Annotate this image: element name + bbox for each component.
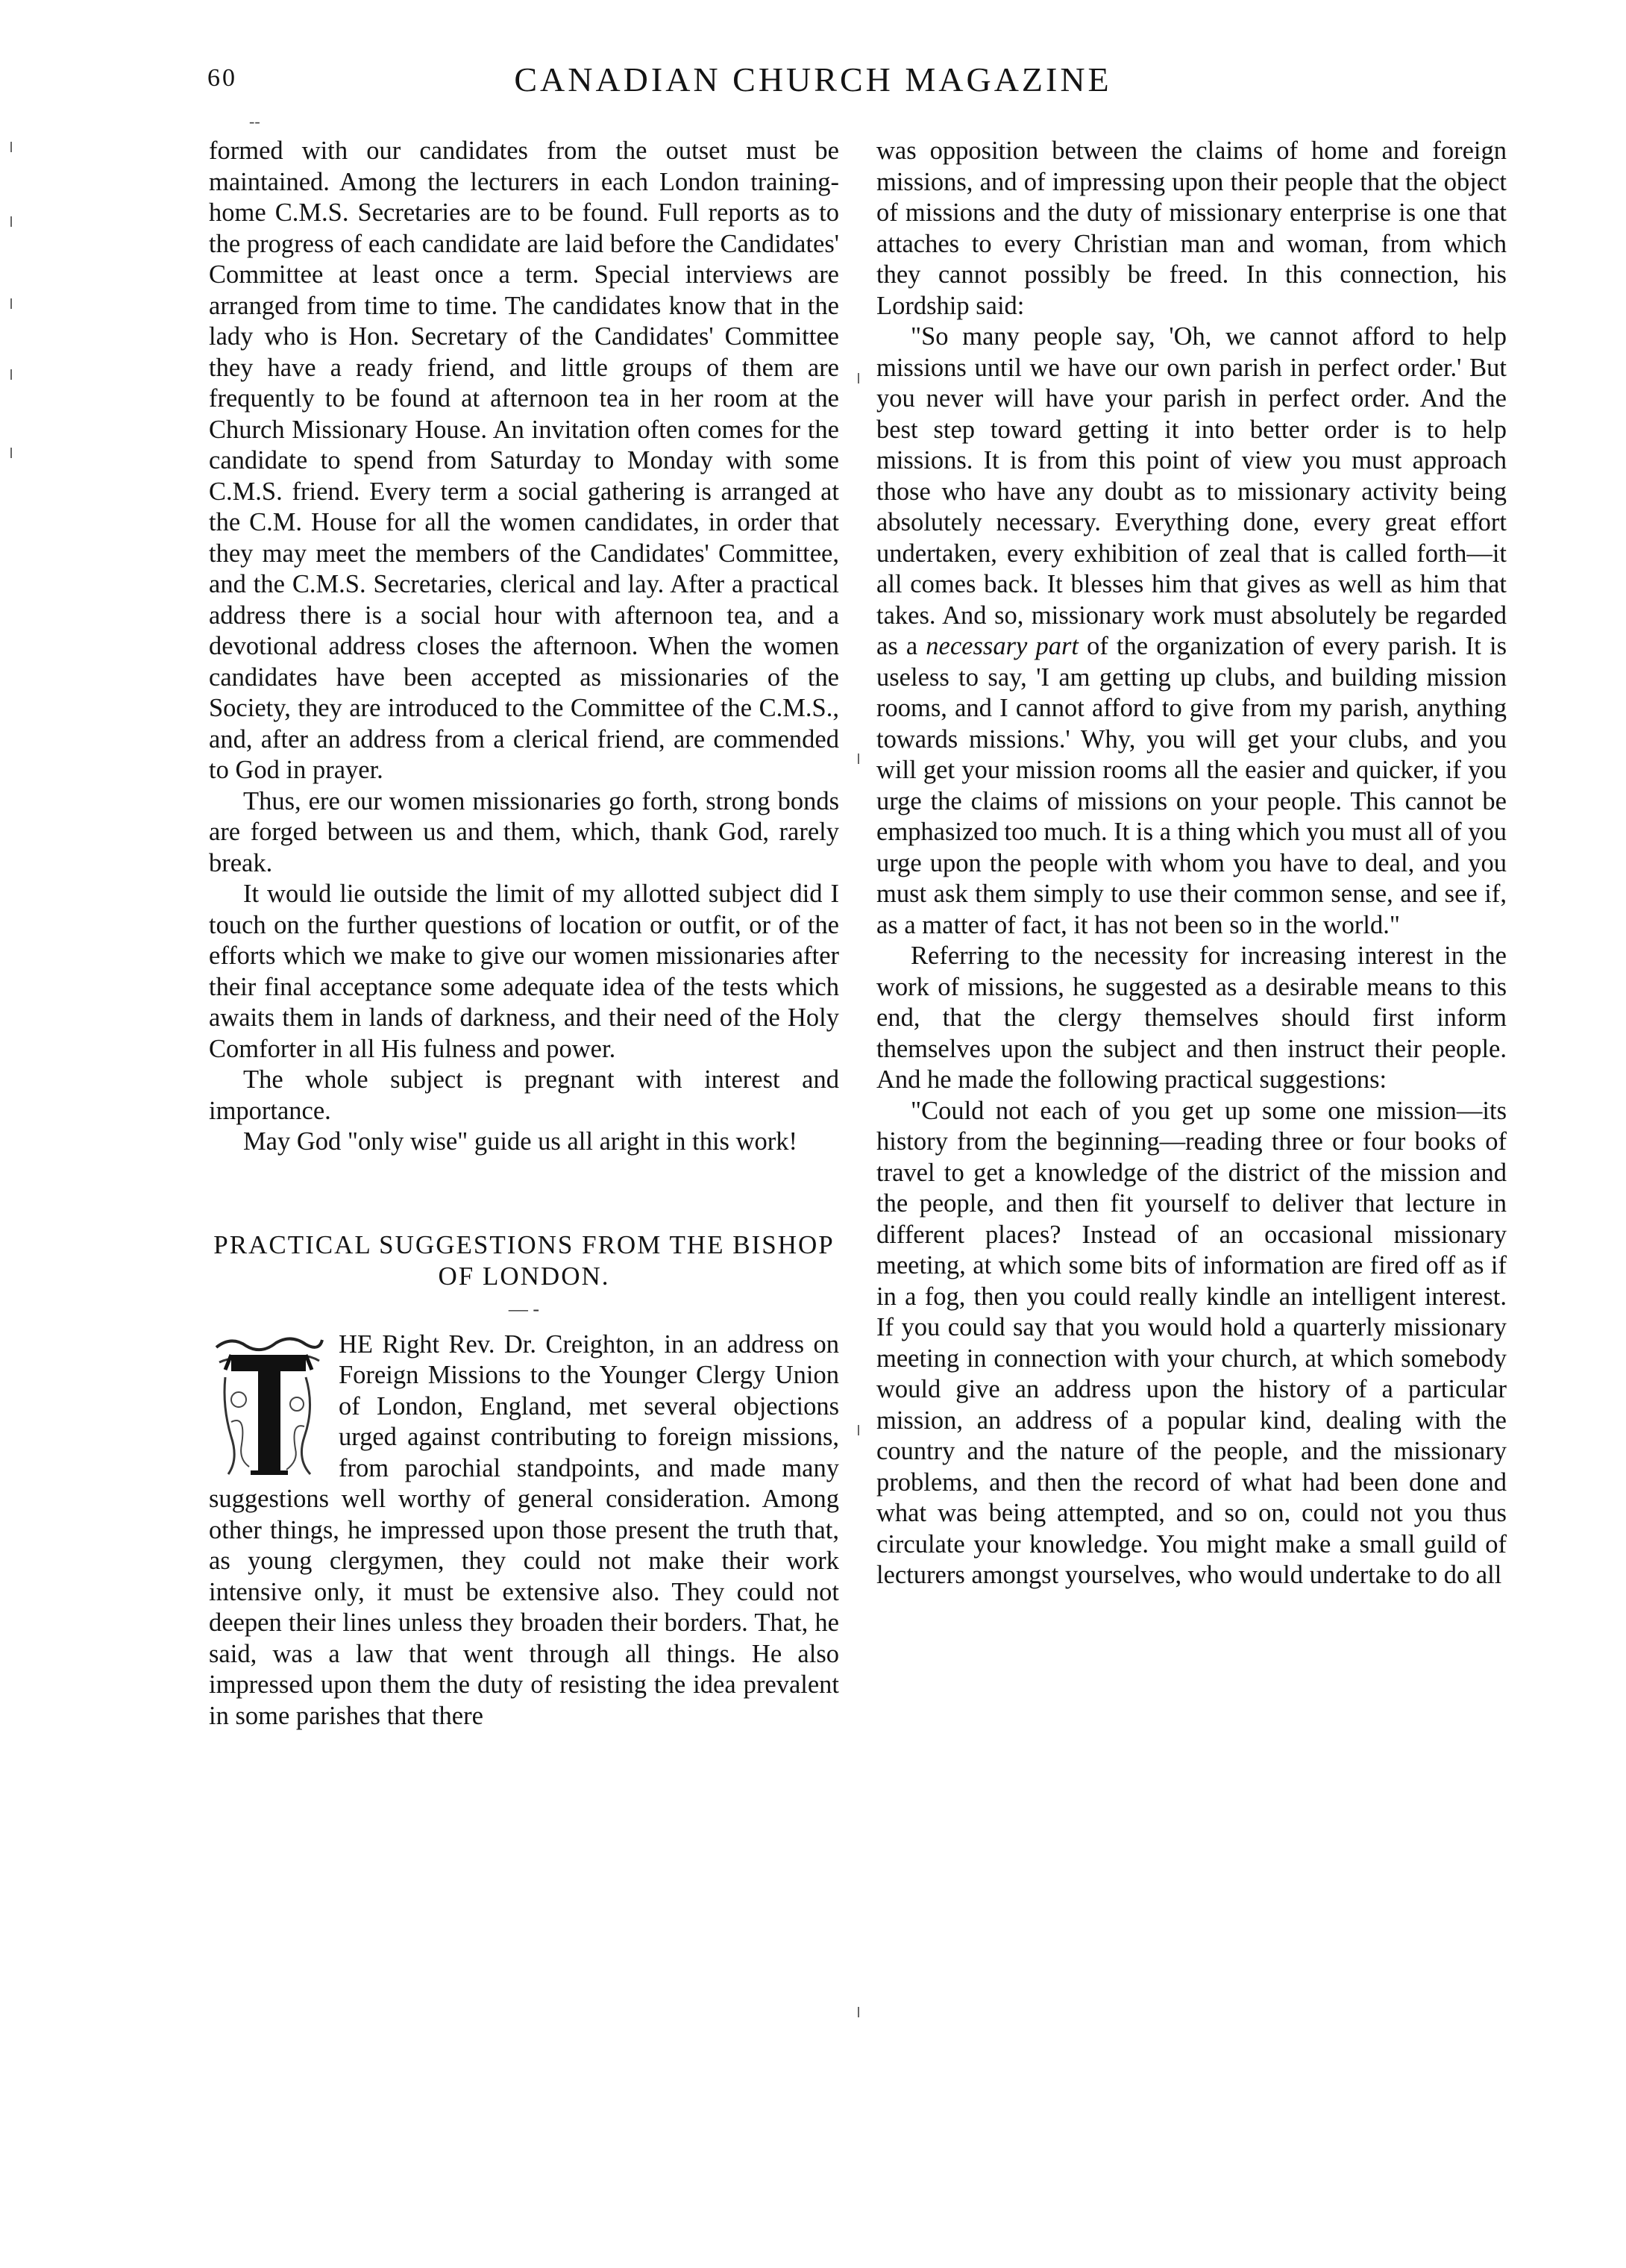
gutter-tick [858, 373, 859, 383]
emphasis-text: necessary part [926, 632, 1079, 660]
margin-tick [10, 142, 12, 152]
margin-tick [10, 298, 12, 309]
quote-text: of the organization of every parish. It is useless to say, 'I am getting up clubs, and building mission rooms, and I cannot afford to give from my parish, anything towards missions.' Why, you will get your clubs, and you will get your mission rooms all the easier and quicker, if you urge the claims of missions on your people. This cannot be emphasized too much. It is a thing which you must all of you urge upon the people with whom you have to deal, and you must ask them simply to use their common sense, and see if, as a matter of fact, it has not been so in the world." [876, 632, 1507, 939]
header-rule: -- [249, 112, 260, 131]
section-paragraph: HE Right Rev. Dr. Creighton, in an address on Foreign Missions to the Younger Clergy Union of London, England, met several objections urged against contributing to foreign missions, from parochial standpoints, and made many suggestions well worthy of general consideration. Among other things, he impressed upon those present the truth that, as young clergymen, they could not make their work intensive only, it must be extensive also. They could not deepen their lines unless they broaden their borders. That, he said, was a law that went through all things. He also impressed upon them the duty of resisting the idea prevalent in some parishes that there [209, 1329, 839, 1730]
drop-cap-t-icon [209, 1332, 328, 1483]
gutter-tick [858, 754, 859, 764]
section-title: PRACTICAL SUGGESTIONS FROM THE BISHOP OF LONDON. [213, 1229, 835, 1291]
drop-cap-ornament [209, 1332, 328, 1483]
paragraph-quote [876, 322, 1507, 941]
margin-tick [10, 369, 12, 380]
page-number: 60 [207, 64, 237, 92]
left-column [209, 136, 839, 1732]
quote-text: "So many people say, 'Oh, we cannot afford to help missions until we have our own parish in perfect order.' But you never will have your parish in perfect order. And the best step toward getting it into better order is to help missions. It is from this point of view you must approach those who have any doubt as to missionary activity being absolutely necessary. Everything done, every great effort undertaken, every exhibition of zeal that is called forth—it all comes back. It blesses him that gives as well as him that takes. And so, missionary work must absolutely be regarded as a [876, 322, 1507, 660]
right-column [876, 136, 1507, 1591]
paragraph: The whole subject is pregnant with interest and importance. [209, 1065, 839, 1125]
margin-tick [10, 216, 12, 227]
paragraph: Thus, ere our women missionaries go forth, strong bonds are forged between us and them, which, thank God, rarely break. [209, 786, 839, 877]
gutter-tick [858, 2007, 859, 2017]
paragraph: "Could not each of you get up some one mission—its history from the beginning—reading three or four books of travel to get a knowledge of the district of the mission and the people, and then fit yourself to deliver that lecture in different places? Instead of an occasional missionary meeting, at which some bits of information are fired off as if in a fog, then you could really kindle an intelligent interest. If you could say that you would hold a quarterly missionary meeting in connection with your church, at which somebody would give an address upon the history of a particular mission, an address of a popular kind, dealing with the country and the nature of the people, and the missionary problems, and then the record of what had been done and what was being attempted, and so on, could not you thus circulate your knowledge. You might make a small guild of lecturers amongst yourselves, who would undertake to do all [876, 1096, 1507, 1589]
gutter-tick [858, 1425, 859, 1435]
running-head: CANADIAN CHURCH MAGAZINE [514, 60, 1112, 98]
margin-tick [10, 448, 12, 458]
paragraph: May God "only wise" guide us all aright in this work! [243, 1127, 797, 1156]
paragraph: was opposition between the claims of home and foreign missions, and of impressing upon their people that the object of missions and the duty of missionary enterprise is one that attaches to every Christian man and woman, from which they cannot possibly be freed. In this connection, his Lordship said: [876, 137, 1507, 320]
section-rule: — - [508, 1297, 540, 1320]
paragraph: It would lie outside the limit of my allotted subject did I touch on the further questions of location or outfit, or of the efforts which we make to give our women missionaries after their final acceptance some adequate idea of the tests which awaits them in lands of darkness, and their need of the Holy Comforter in all His fulness and power. [209, 880, 839, 1063]
paragraph: Referring to the necessity for increasing interest in the work of missions, he suggested as a desirable means to this end, that the clergy themselves should first inform themselves upon the subject and then instruct their people. And he made the following practical suggestions: [876, 942, 1507, 1094]
paragraph: formed with our candidates from the outset must be maintained. Among the lecturers in each London training-home C.M.S. Secretaries are to be found. Full reports as to the progress of each candidate are laid before the Candidates' Committee at least once a term. Special interviews are arranged from time to time. The candidates know that in the lady who is Hon. Secretary of the Candidates' Committee they have a ready friend, and little groups of them are frequently to be found at afternoon tea in her room at the Church Missionary House. An invitation often comes for the candidate to spend from Saturday to Monday with some C.M.S. friend. Every term a social gathering is arranged at the C.M. House for all the women candidates, in order that they may meet the members of the Candidates' Committee, and the C.M.S. Secretaries, clerical and lay. After a practical address there is a social hour with afternoon tea, and a devotional address closes the afternoon. When the women candidates have been accepted as missionaries of the Society, they are introduced to the Committee of the C.M.S., and, after an address from a clerical friend, are commended to God in prayer. [209, 137, 839, 784]
